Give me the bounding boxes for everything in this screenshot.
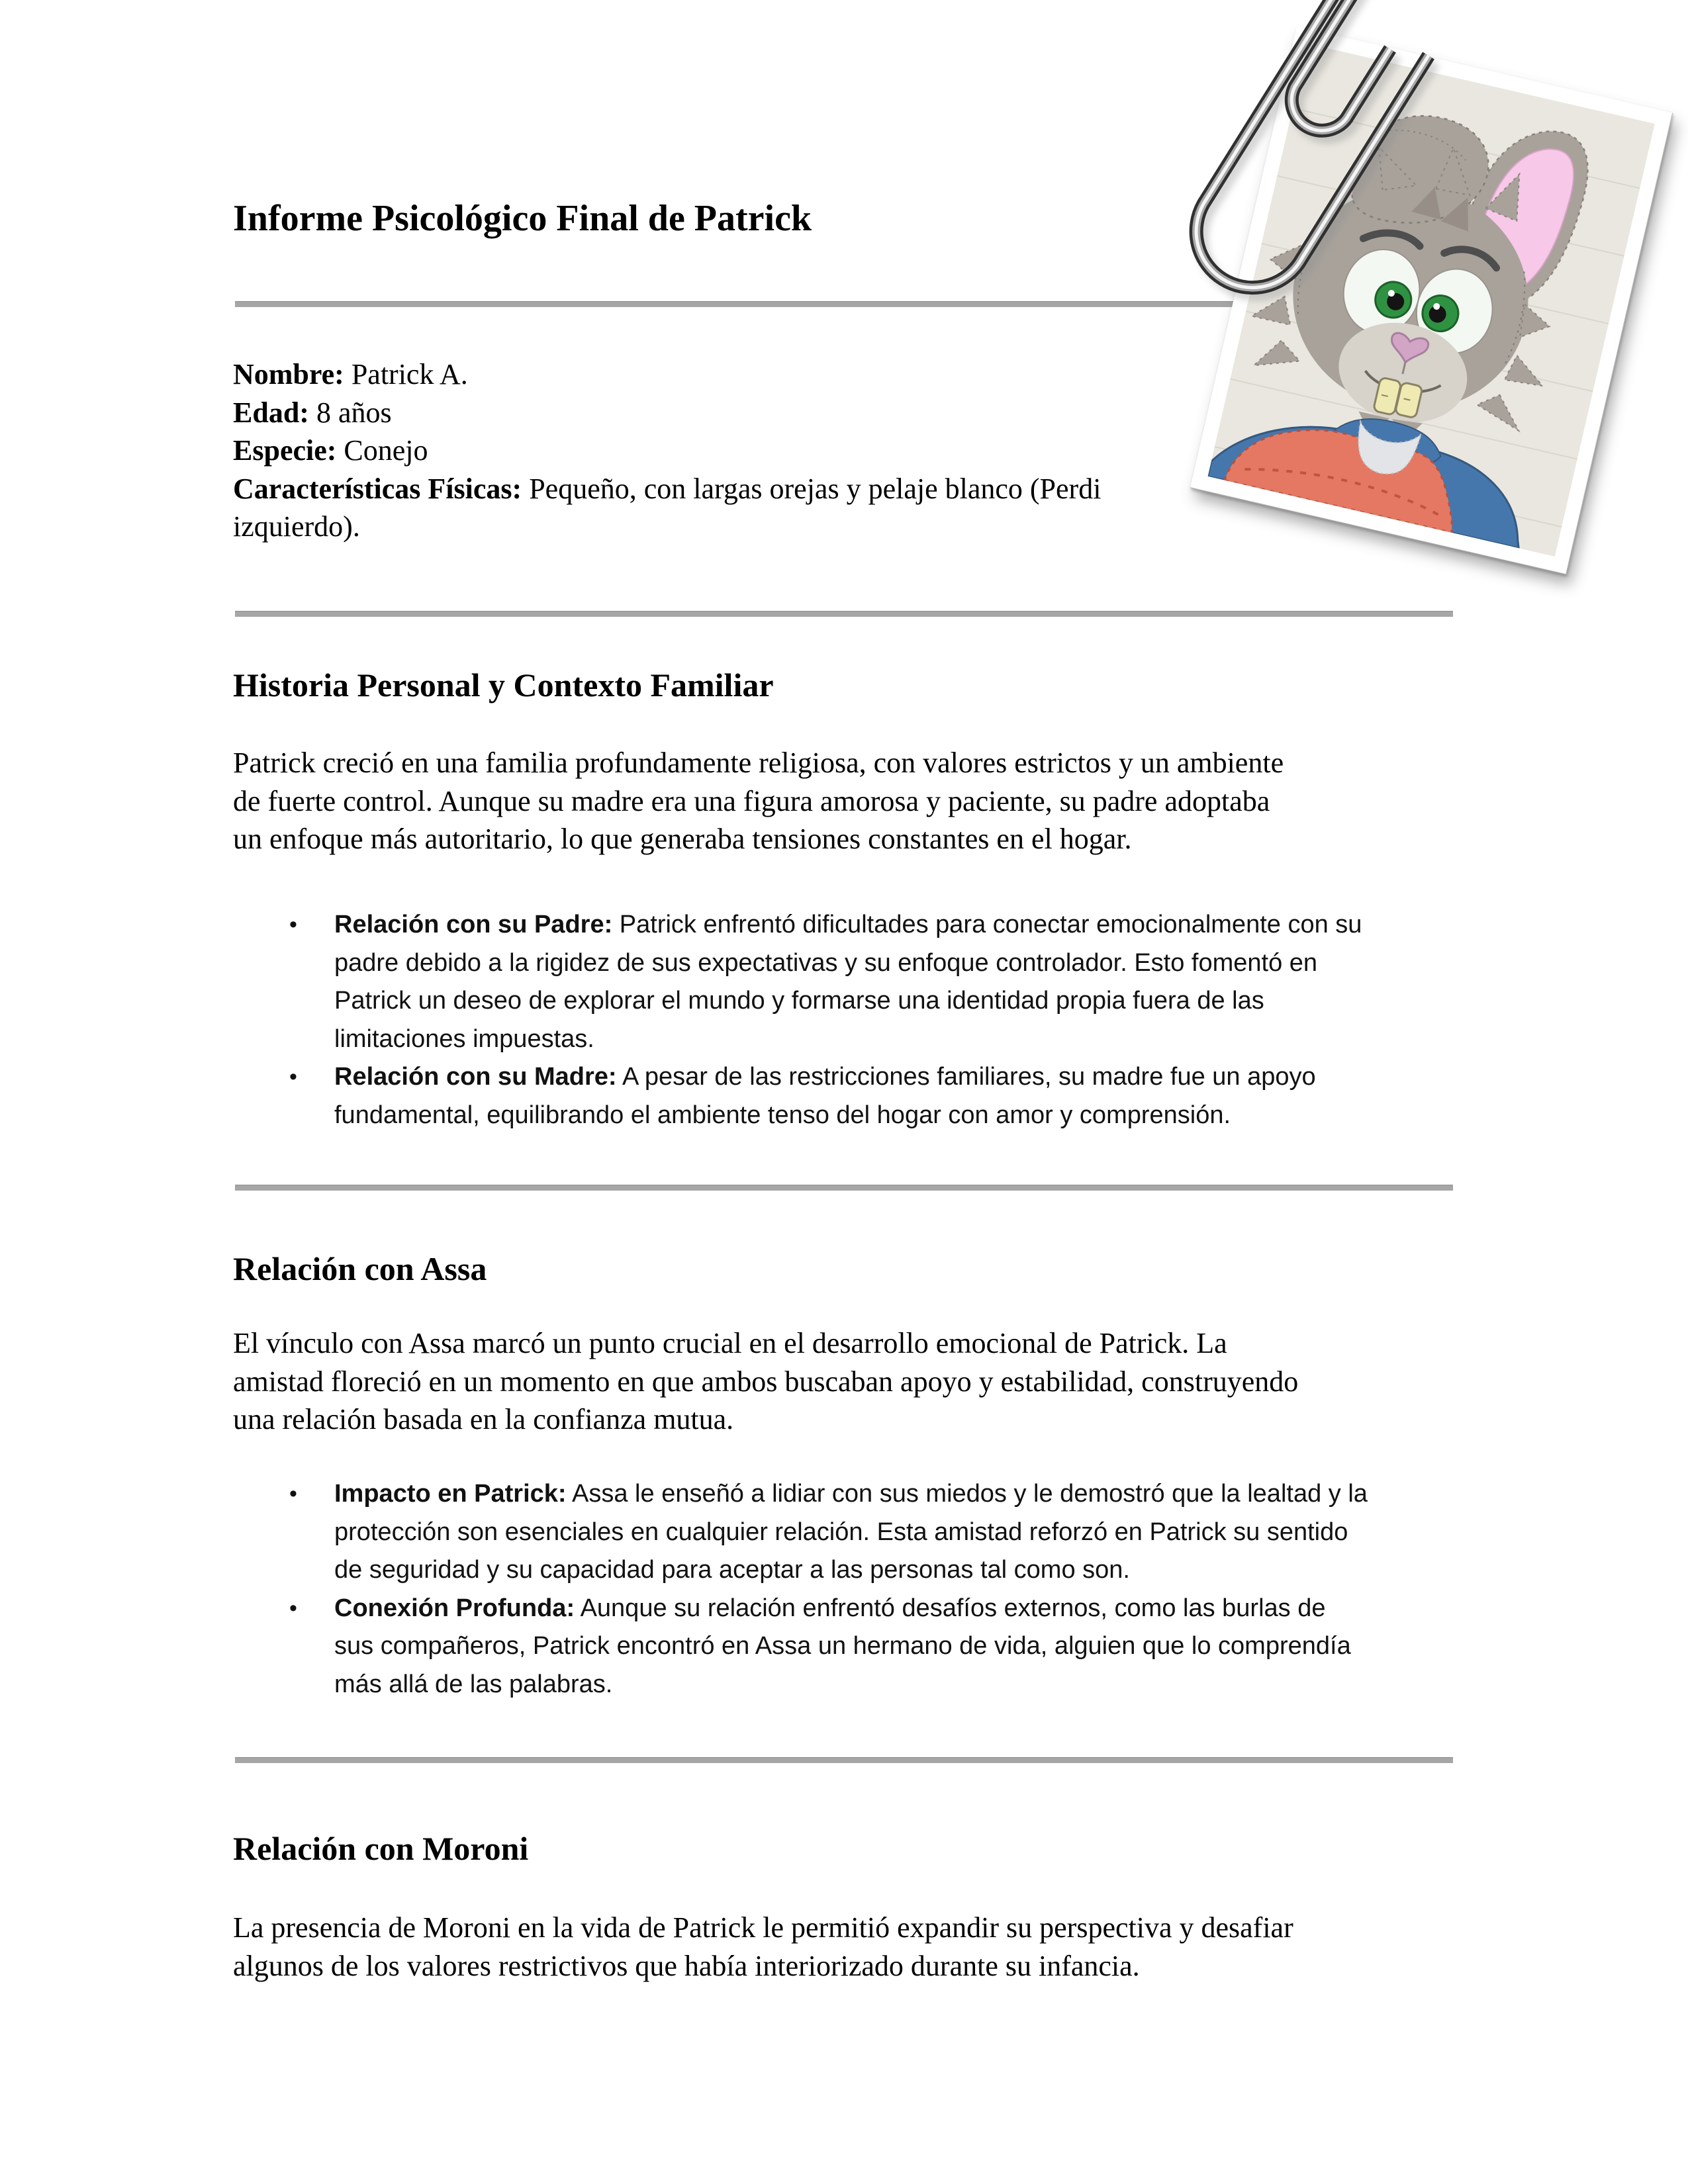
- info-value: 8 años: [308, 396, 392, 429]
- info-label: Edad:: [233, 396, 309, 429]
- bullet-text: de seguridad y su capacidad para aceptar a las personas tal como son.: [334, 1556, 1130, 1584]
- info-line-especie: [233, 432, 1101, 470]
- info-label: Características Físicas:: [233, 472, 522, 505]
- paragraph-assa: [233, 1324, 1298, 1439]
- paragraph-line: La presencia de Moroni en la vida de Patrick le permitió expandir su perspectiva y desafiar: [233, 1911, 1293, 1944]
- info-line-nombre: [233, 355, 1101, 394]
- bullet-item-padre: [235, 906, 1493, 1058]
- bullet-list-historia: [235, 906, 1493, 1134]
- paragraph-line: algunos de los valores restrictivos que había interiorizado durante su infancia.: [233, 1949, 1140, 1982]
- bullet-text: sus compañeros, Patrick encontró en Assa un hermano de vida, alguien que lo comprendía: [334, 1632, 1351, 1660]
- horizontal-rule-2: [235, 611, 1453, 617]
- section-heading-moroni: Relación con Moroni: [233, 1830, 529, 1867]
- bullet-item-conexion: [235, 1590, 1493, 1704]
- paragraph-line: amistad floreció en un momento en que ambos buscaban apoyo y estabilidad, construyendo: [233, 1365, 1299, 1398]
- info-value: Pequeño, con largas orejas y pelaje blanco (Perdi: [522, 472, 1102, 505]
- info-line-caracteristicas: [233, 470, 1101, 508]
- paragraph-line: El vínculo con Assa marcó un punto crucial en el desarrollo emocional de Patrick. La: [233, 1327, 1227, 1359]
- bullet-text: Patrick enfrentó dificultades para conectar emocionalmente con su: [612, 911, 1362, 938]
- bullet-label: Relación con su Padre:: [334, 911, 613, 938]
- bullet-label: Conexión Profunda:: [334, 1594, 575, 1622]
- info-label: Nombre:: [233, 358, 344, 390]
- info-value: Conejo: [336, 434, 428, 467]
- section-heading-assa: Relación con Assa: [233, 1250, 487, 1287]
- bullet-text: Aunque su relación enfrentó desafíos externos, como las burlas de: [575, 1594, 1326, 1622]
- page-title: Informe Psicológico Final de Patrick: [233, 198, 812, 239]
- bullet-text: protección son esenciales en cualquier relación. Esta amistad reforzó en Patrick su sentido: [334, 1518, 1348, 1546]
- bullet-list-assa: [235, 1475, 1493, 1704]
- paragraph-line: Patrick creció en una familia profundamente religiosa, con valores estrictos y un ambiente: [233, 747, 1284, 779]
- paragraph-historia: [233, 744, 1284, 858]
- info-value: Patrick A.: [344, 358, 468, 390]
- bullet-label: Impacto en Patrick:: [334, 1480, 567, 1508]
- info-wrap-line: izquierdo).: [233, 510, 360, 543]
- bullet-text: más allá de las palabras.: [334, 1670, 613, 1698]
- paragraph-moroni: [233, 1909, 1293, 1985]
- paragraph-line: un enfoque más autoritario, lo que generaba tensiones constantes en el hogar.: [233, 823, 1132, 855]
- bullet-text: Assa le enseñó a lidiar con sus miedos y le demostró que la lealtad y la: [566, 1480, 1368, 1508]
- bullet-text: A pesar de las restricciones familiares, su madre fue un apoyo: [616, 1063, 1316, 1091]
- bullet-marker: •: [289, 1481, 297, 1506]
- info-line-edad: [233, 394, 1101, 432]
- paperclip-icon: [1152, 0, 1450, 324]
- info-label: Especie:: [233, 434, 337, 467]
- paragraph-line: una relación basada en la confianza mutua.: [233, 1403, 734, 1435]
- bullet-text: padre debido a la rigidez de sus expectativas y su enfoque controlador. Esto fomentó en: [334, 948, 1318, 977]
- bullet-marker: •: [289, 1595, 297, 1621]
- subject-info-block: [233, 355, 1101, 546]
- horizontal-rule-4: [235, 1757, 1453, 1763]
- bullet-text: fundamental, equilibrando el ambiente tenso del hogar con amor y comprensión.: [334, 1101, 1231, 1129]
- bullet-item-madre: [235, 1058, 1493, 1134]
- horizontal-rule-3: [235, 1185, 1453, 1191]
- bullet-item-impacto: [235, 1475, 1493, 1590]
- bullet-text: Patrick un deseo de explorar el mundo y formarse una identidad propia fuera de las: [334, 987, 1264, 1015]
- bullet-marker: •: [289, 912, 297, 937]
- section-heading-historia: Historia Personal y Contexto Familiar: [233, 666, 774, 704]
- bullet-marker: •: [289, 1064, 297, 1089]
- paragraph-line: de fuerte control. Aunque su madre era una figura amorosa y paciente, su padre adoptaba: [233, 784, 1270, 817]
- bullet-label: Relación con su Madre:: [334, 1063, 617, 1091]
- bullet-text: limitaciones impuestas.: [334, 1024, 594, 1053]
